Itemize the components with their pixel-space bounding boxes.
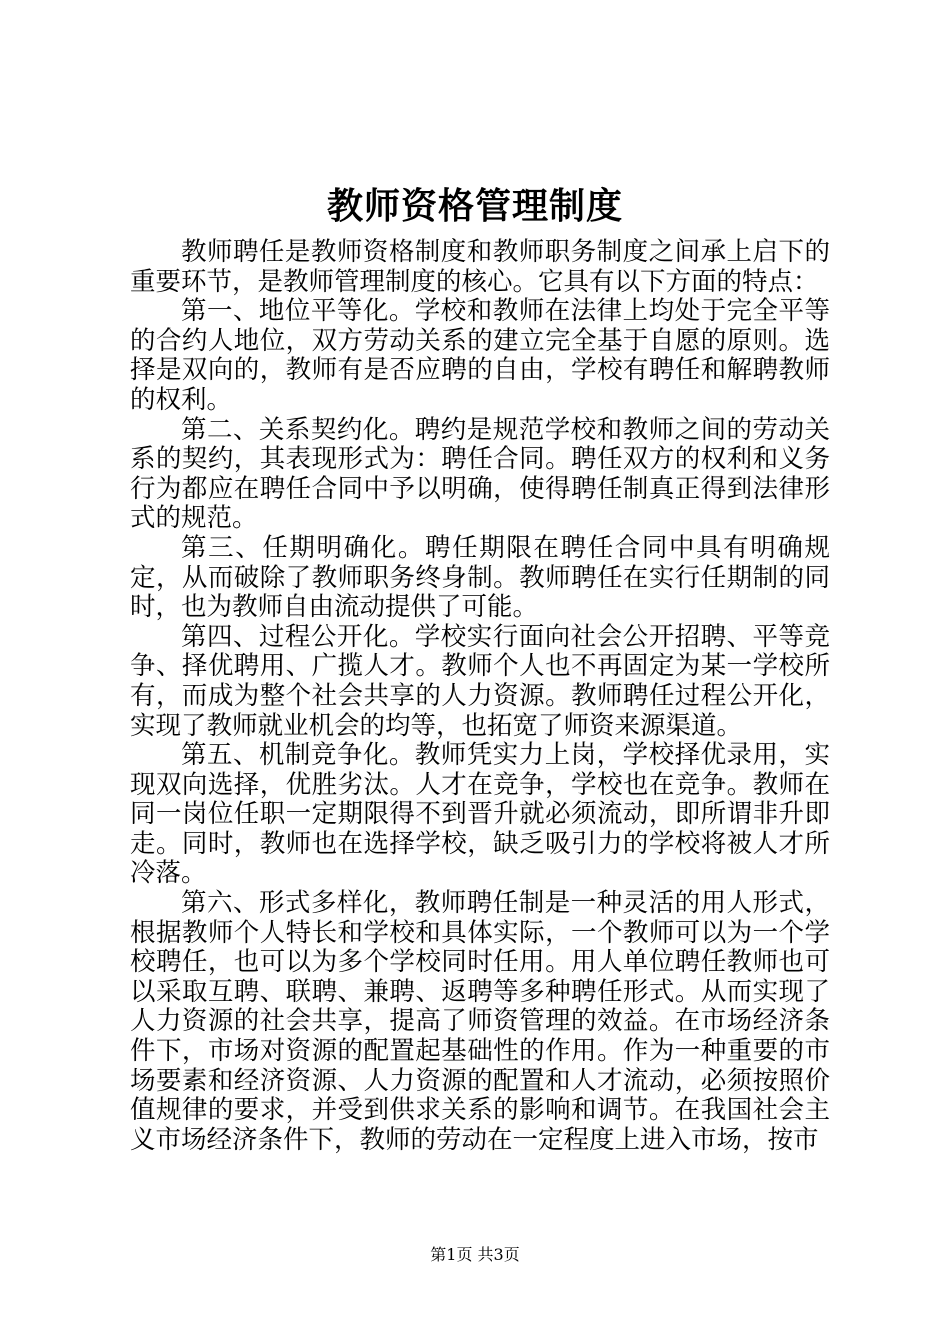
paragraph-intro: 教师聘任是教师资格制度和教师职务制度之间承上启下的重要环节，是教师管理制度的核心。它具有以下方面的特点： — [130, 237, 830, 297]
paragraph-point-6: 第六、形式多样化，教师聘任制是一种灵活的用人形式，根据教师个人特长和学校和具体实际，一个教师可以为一个学校聘任，也可以为多个学校同时任用。用人单位聘任教师也可以采取互聘、联聘、兼聘、返聘等多种聘任形式。从而实现了人力资源的社会共享，提高了师资管理的效益。在市场经济条件下，市场对资源的配置起基础性的作用。作为一种重要的市场要素和经济资源、人力资源的配置和人才流动，必须按照价值规律的要求，并受到供求关系的影响和调节。在我国社会主义市场经济条件下，教师的劳动在一定程度上进入市场，按市 — [130, 888, 830, 1155]
paragraph-point-4: 第四、过程公开化。学校实行面向社会公开招聘、平等竞争、择优聘用、广揽人才。教师个人也不再固定为某一学校所有，而成为整个社会共享的人力资源。教师聘任过程公开化，实现了教师就业机会的均等，也拓宽了师资来源渠道。 — [130, 621, 830, 741]
paragraph-point-1: 第一、地位平等化。学校和教师在法律上均处于完全平等的合约人地位，双方劳动关系的建立完全基于自愿的原则。选择是双向的，教师有是否应聘的自由，学校有聘任和解聘教师的权利。 — [130, 296, 830, 415]
paragraph-point-2: 第二、关系契约化。聘约是规范学校和教师之间的劳动关系的契约，其表现形式为：聘任合同。聘任双方的权利和义务行为都应在聘任合同中予以明确，使得聘任制真正得到法律形式的规范。 — [130, 414, 830, 534]
document-title: 教师资格管理制度 — [326, 185, 623, 227]
document-body — [130, 238, 830, 1155]
paragraph-point-5: 第五、机制竞争化。教师凭实力上岗，学校择优录用，实现双向选择，优胜劣汰。人才在竞争，学校也在竞争。教师在同一岗位任职一定期限得不到晋升就必须流动，即所谓非升即走。同时，教师也在选择学校，缺乏吸引力的学校将被人才所冷落。 — [130, 740, 830, 889]
page-number-footer: 第1页 共3页 — [430, 1245, 520, 1264]
paragraph-point-3: 第三、任期明确化。聘任期限在聘任合同中具有明确规定，从而破除了教师职务终身制。教师聘任在实行任期制的同时，也为教师自由流动提供了可能。 — [130, 532, 830, 623]
